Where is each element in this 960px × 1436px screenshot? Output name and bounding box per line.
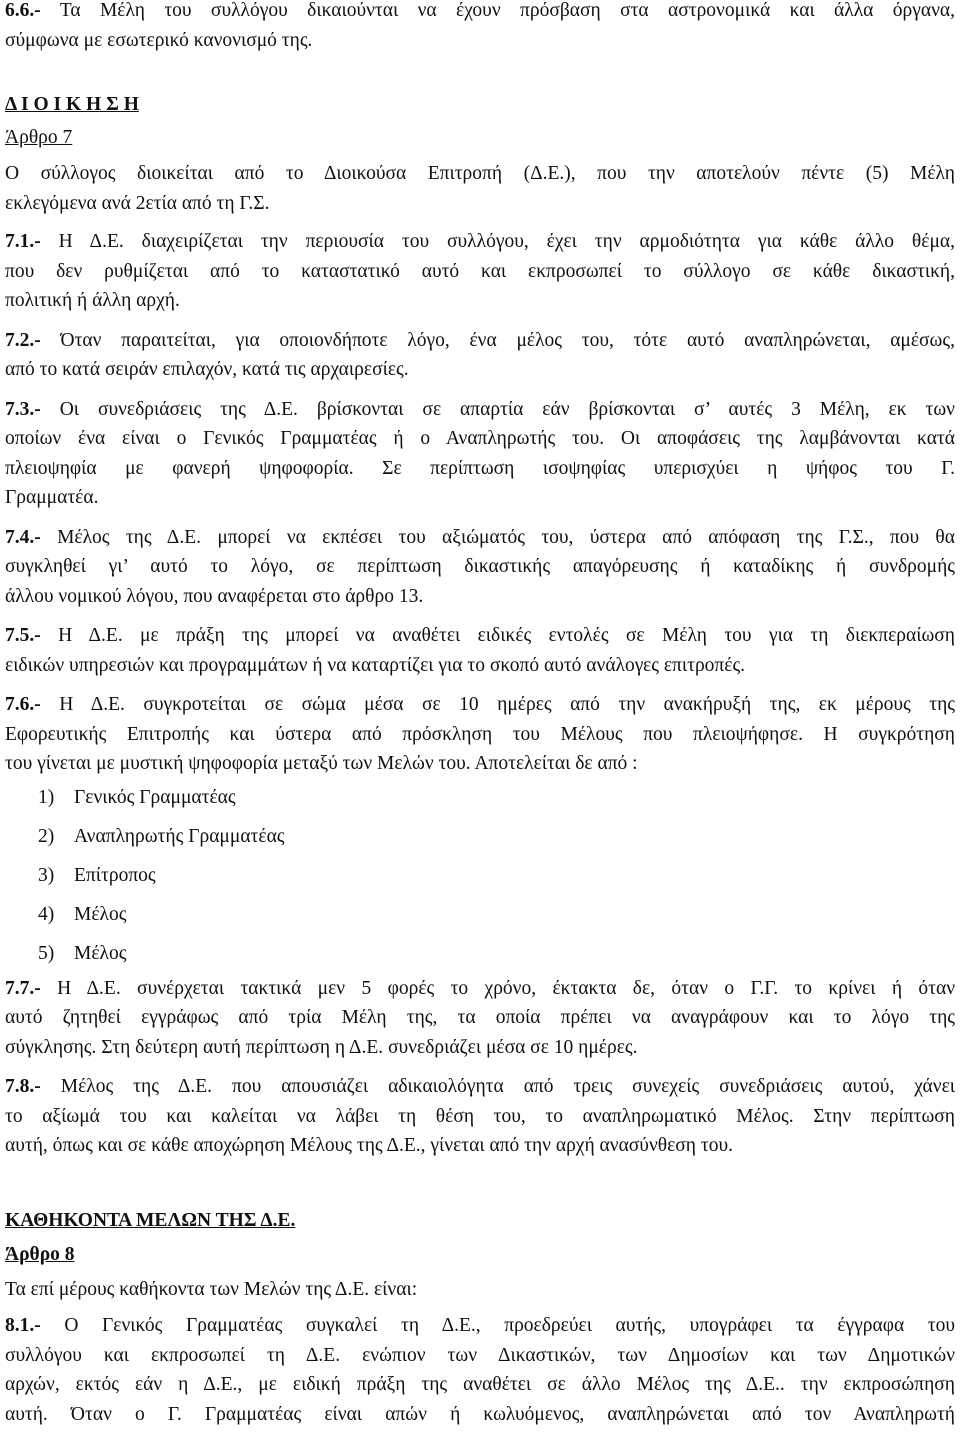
clause-number: 7.4.-	[5, 526, 41, 548]
article-8-intro: Τα επί μέρους καθήκοντα των Μελών της Δ.Ε. είναι:	[5, 1278, 418, 1300]
paragraph-6-6	[5, 0, 955, 55]
paragraph-line: Τα Μέλη του συλλόγου δικαιούνται να έχουν πρόσβαση στα αστρονομικά και άλλα όργανα,	[59, 0, 955, 21]
paragraph-line: πλειοψηφία με φανερή ψηφοφορία. Σε περίπτωση ισοψηφίας υπερισχύει η ψήφος του Γ.	[5, 457, 955, 479]
paragraph-line: πολιτική ή άλλη αρχή.	[5, 290, 180, 311]
section-heading-duties: ΚΑΘΗΚΟΝΤΑ ΜΕΛΩΝ ΤΗΣ Δ.Ε.	[5, 1209, 296, 1231]
paragraph-line: Οι συνεδριάσεις της Δ.Ε. βρίσκονται σε απαρτία εάν βρίσκονται σ’ αυτές 3 Μέλη, εκ των	[59, 398, 956, 420]
paragraph-line: εκλεγόμενα ανά 2ετία από τη Γ.Σ.	[5, 192, 270, 214]
clause-number: 7.8.-	[5, 1076, 41, 1097]
paragraph-7-5	[5, 621, 955, 680]
paragraph-line: συλλόγου και εκπροσωπεί τη Δ.Ε. ενώπιον των Δικαστικών, των Δημοσίων και των Δημοτικών	[5, 1344, 955, 1366]
paragraph-line: Εφορευτικής Επιτροπής και ύστερα από πρόσκληση του Μέλους που πλειοψήφησε. Η συγκρότηση	[5, 723, 955, 745]
paragraph-7-2	[5, 326, 955, 385]
paragraph-line: Η Δ.Ε. με πράξη της μπορεί να αναθέτει ειδικές εντολές σε Μέλη του για τη διεκπεραίωση	[58, 625, 956, 646]
article-7-title: Άρθρο 7	[5, 126, 73, 148]
paragraph-line: το αξίωμά του και καλείται να λάβει τη θέση του, το αναπληρωματικό Μέλος. Στην περίπτωση	[5, 1105, 955, 1127]
section-heading-administration: Δ Ι Ο Ι Κ Η Σ Η	[5, 94, 139, 115]
paragraph-7-4	[5, 523, 955, 612]
paragraph-line: αυτό ζητηθεί εγγράφως από τρία Μέλη της, τα οποία πρέπει να αναγράφουν και το λόγο της	[5, 1007, 955, 1028]
clause-number: 7.7.-	[5, 977, 41, 999]
clause-number: 8.1.-	[5, 1315, 41, 1336]
paragraph-7-8	[5, 1072, 955, 1161]
paragraph-line: συγκληθεί γι’ αυτό το λόγο, σε περίπτωση δικαστικής απαγόρευσης ή καταδίκης ή συνδρομής	[5, 556, 955, 577]
paragraph-7-1	[5, 227, 955, 316]
clause-number: 7.5.-	[5, 625, 41, 646]
paragraph-line: Ο Γενικός Γραμματέας συγκαλεί τη Δ.Ε., προεδρεύει αυτής, υπογράφει τα έγγραφα του	[64, 1315, 956, 1336]
list-item: 5) Μέλος	[38, 942, 127, 964]
paragraph-line: άλλου νομικού λόγου, που αναφέρεται στο άρθρο 13.	[5, 585, 424, 607]
list-item: 3) Επίτροπος	[38, 864, 156, 886]
list-item: 4) Μέλος	[38, 903, 127, 925]
article-8-title: Άρθρο 8	[5, 1244, 75, 1265]
paragraph-line: από το κατά σειράν επιλαχόν, κατά τις αρχαιρεσίες.	[5, 359, 409, 380]
paragraph-line: ειδικών υπηρεσιών και προγραμμάτων ή να καταρτίζει για το σκοπό αυτό ανάλογες επιτροπές.	[5, 654, 746, 676]
clause-number: 7.1.-	[5, 231, 41, 252]
paragraph-line: Όταν παραιτείται, για οποιονδήποτε λόγο, ένα μέλος του, τότε αυτό αναπληρώνεται, αμέσως,	[60, 329, 955, 351]
clause-number: 7.2.-	[5, 329, 41, 351]
paragraph-line: αρχών, εκτός εάν η Δ.Ε., με ειδική πράξη της αναθέτει σε άλλο Μέλος της Δ.Ε.. την εκπροσώπηση	[5, 1374, 955, 1395]
clause-number: 7.6.-	[5, 694, 41, 715]
paragraph-7-6	[5, 690, 955, 779]
paragraph-line: οποίων ένα είναι ο Γενικός Γραμματέας ή ο Αναπληρωτής του. Οι αποφάσεις της λαμβάνονται κατά	[5, 428, 955, 449]
clause-number: 6.6.-	[5, 0, 41, 21]
paragraph-line: Η Δ.Ε. συγκροτείται σε σώμα μέσα σε 10 ημέρες από την ανακήρυξή της, εκ μέρους της	[59, 694, 955, 715]
paragraph-line: του γίνεται με μυστική ψηφοφορία μεταξύ των Μελών του. Αποτελείται δε από :	[5, 753, 638, 774]
paragraph-line: αυτή. Όταν ο Γ. Γραμματέας είναι απών ή κωλυόμενος, αναπληρώνεται από τον Αναπληρωτή	[5, 1403, 955, 1425]
paragraph-line: σύμφωνα με εσωτερικό κανονισμό της.	[5, 29, 313, 51]
article-7-intro	[5, 159, 955, 218]
paragraph-line: που δεν ρυθμίζεται από το καταστατικό αυτό και εκπροσωπεί το σύλλογο σε κάθε δικαστική,	[5, 260, 955, 282]
paragraph-7-7	[5, 974, 955, 1063]
document-page	[5, 0, 955, 1429]
paragraph-7-3	[5, 395, 955, 513]
list-item: 1) Γενικός Γραμματέας	[38, 786, 236, 808]
officer-list	[5, 783, 955, 969]
clause-number: 7.3.-	[5, 398, 41, 420]
paragraph-line: Η Δ.Ε. διαχειρίζεται την περιουσία του συλλόγου, έχει την αρμοδιότητα για κάθε άλλο θέμα,	[58, 231, 955, 252]
paragraph-line: αυτή, όπως και σε κάθε αποχώρηση Μέλους της Δ.Ε., γίνεται από την αρχή ανασύνθεση του.	[5, 1135, 733, 1156]
list-item: 2) Αναπληρωτής Γραμματέας	[38, 825, 285, 847]
paragraph-line: σύγκλησης. Στη δεύτερη αυτή περίπτωση η Δ.Ε. συνεδριάζει μέσα σε 10 ημέρες.	[5, 1036, 638, 1058]
paragraph-line: Μέλος της Δ.Ε. μπορεί να εκπέσει του αξιώματός του, ύστερα από απόφαση της Γ.Σ., που θα	[57, 526, 955, 548]
paragraph-line: Ο σύλλογος διοικείται από το Διοικούσα Επιτροπή (Δ.Ε.), που την αποτελούν πέντε (5) Μέλη	[5, 163, 955, 184]
paragraph-8-1	[5, 1311, 955, 1429]
paragraph-line: Μέλος της Δ.Ε. που απουσιάζει αδικαιολόγητα από τρεις συνεχείς συνεδριάσεις αυτού, χάνει	[60, 1076, 955, 1097]
paragraph-line: Η Δ.Ε. συνέρχεται τακτικά μεν 5 φορές το χρόνο, έκτακτα δε, όταν ο Γ.Γ. το κρίνει ή όταν	[57, 977, 956, 999]
paragraph-line: Γραμματέα.	[5, 487, 99, 508]
